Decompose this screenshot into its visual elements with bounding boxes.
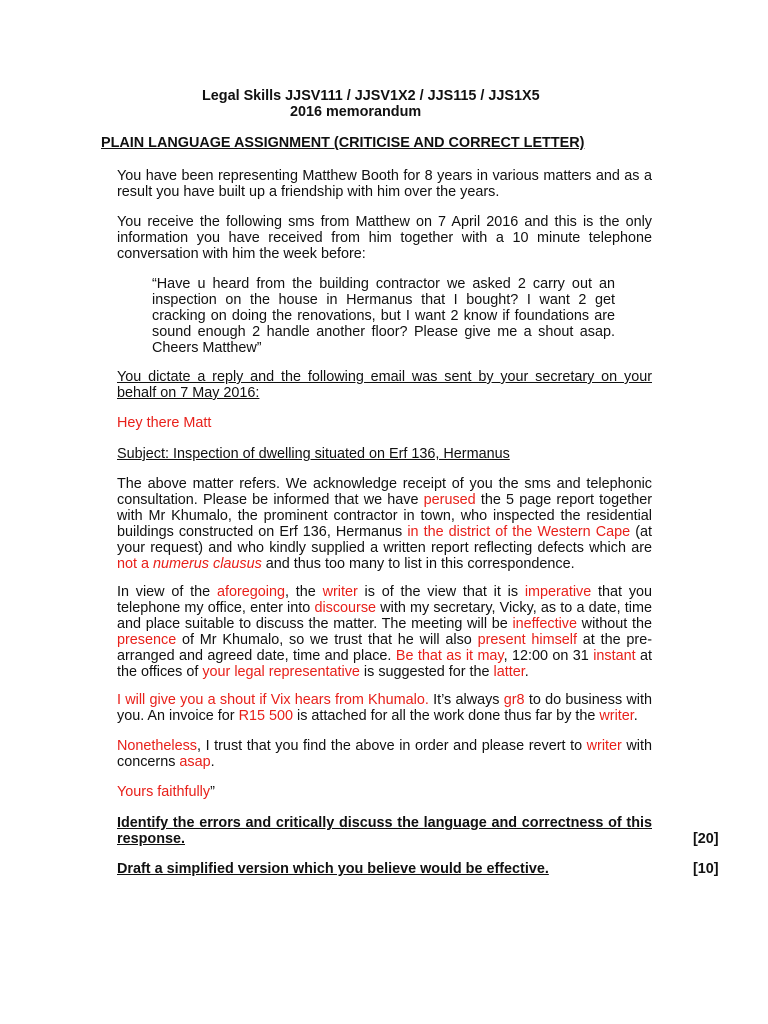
question-1: Identify the errors and critically discuss the language and correctness of this response. xyxy=(117,815,652,847)
flagged-phrase: your legal representative xyxy=(202,664,360,680)
dictation-instruction: You dictate a reply and the following email was sent by your secretary on your behalf on 7 May 2016: xyxy=(117,369,652,401)
flagged-word: perused xyxy=(423,492,476,508)
text-run: to do business with you. An invoice for xyxy=(117,692,652,724)
course-code-heading: Legal Skills JJSV111 / JJSV1X2 / JJS115 / JJS1X5 xyxy=(202,88,540,104)
question-1-marks: [20] xyxy=(693,831,719,847)
text-run: , I trust that you find the above in order and please revert to xyxy=(197,738,587,754)
email-greeting: Hey there Matt xyxy=(117,415,212,431)
flagged-sentence: I will give you a shout if Vix hears from Khumalo. xyxy=(117,692,429,708)
sms-quote: “Have u heard from the building contractor we asked 2 carry out an inspection on the house in Hermanus that I bought? I want 2 get cracking on doing the renovations, but I want 2 know if foundations are sound enough 2 handle another floor? Please give me a shout asap. Cheers Matthew” xyxy=(152,276,615,356)
text-run: with my secretary, Vicky, as to a date, time and place suitable to discuss the matter. The meeting will be xyxy=(117,600,652,632)
text-run: with concerns xyxy=(117,738,653,770)
memorandum-year-heading: 2016 memorandum xyxy=(290,104,422,120)
flagged-phrase: present himself xyxy=(477,632,577,648)
text-run: (at your request) and who kindly supplied a written report reflecting defects which are xyxy=(117,524,653,556)
flagged-word: latter xyxy=(493,664,525,680)
text-run: . xyxy=(633,708,638,724)
text-run: the 5 page report together with Mr Khumalo, the prominent contractor in town, who inspected the residential buildings constructed on Erf 136, Hermanus xyxy=(117,492,652,540)
flagged-amount: R15 500 xyxy=(238,708,294,724)
email-closing xyxy=(117,784,652,800)
text-run: . xyxy=(210,754,215,770)
text-run: is attached for all the work done thus far by the xyxy=(293,708,600,724)
flagged-latin-phrase: numerus clausus xyxy=(153,556,262,572)
text-run: at the offices of xyxy=(117,648,653,680)
text-run: of Mr Khumalo, so we trust that he will also xyxy=(176,632,478,648)
email-subject: Subject: Inspection of dwelling situated on Erf 136, Hermanus xyxy=(117,446,510,462)
intro-paragraph-2: You receive the following sms from Matthew on 7 April 2016 and this is the only information you have received from him together with a 10 minute telephone conversation with him the week before: xyxy=(117,214,652,262)
flagged-word: instant xyxy=(593,648,636,664)
flagged-word: presence xyxy=(117,632,177,648)
flagged-word: asap xyxy=(179,754,211,770)
closing-quote-mark: ” xyxy=(210,784,215,800)
flagged-word: writer xyxy=(322,584,358,600)
text-run: , 12:00 on 31 xyxy=(503,648,594,664)
email-paragraph-4 xyxy=(117,738,652,770)
flagged-word: Nonetheless xyxy=(117,738,197,754)
text-run: and thus too many to list in this correspondence. xyxy=(261,556,575,572)
flagged-word: imperative xyxy=(524,584,592,600)
intro-paragraph-1: You have been representing Matthew Booth for 8 years in various matters and as a result you have built up a friendship with him over the years. xyxy=(117,168,652,200)
flagged-word: gr8 xyxy=(503,692,525,708)
assignment-title: PLAIN LANGUAGE ASSIGNMENT (CRITICISE AND CORRECT LETTER) xyxy=(101,135,585,151)
flagged-phrase: in the district of the Western Cape xyxy=(407,524,631,540)
text-run: at the pre-arranged and agreed date, time and place. xyxy=(117,632,652,664)
flagged-word: aforegoing xyxy=(216,584,285,600)
text-run: It’s always xyxy=(428,692,504,708)
text-run: is of the view that it is xyxy=(357,584,525,600)
text-run: without the xyxy=(576,616,652,632)
flagged-word: discourse xyxy=(314,600,377,616)
text-run: is suggested for the xyxy=(359,664,494,680)
text-run: that you telephone my office, enter into xyxy=(117,584,653,616)
text-run: . xyxy=(524,664,529,680)
text-run: In view of the xyxy=(117,584,217,600)
email-paragraph-2 xyxy=(117,584,652,680)
email-paragraph-3 xyxy=(117,692,652,724)
question-2-marks: [10] xyxy=(693,861,719,877)
flagged-word: ineffective xyxy=(512,616,577,632)
text-run: The above matter refers. We acknowledge receipt of you the sms and telephonic consultation. Please be informed that we have xyxy=(117,476,652,508)
email-paragraph-1 xyxy=(117,476,652,572)
closing-text: Yours faithfully xyxy=(117,784,211,800)
flagged-word: writer xyxy=(586,738,622,754)
flagged-word: writer xyxy=(599,708,634,724)
text-run: , the xyxy=(284,584,323,600)
question-2: Draft a simplified version which you believe would be effective. xyxy=(117,861,549,877)
flagged-phrase: Be that as it may xyxy=(395,648,504,664)
flagged-phrase: not a xyxy=(117,556,154,572)
